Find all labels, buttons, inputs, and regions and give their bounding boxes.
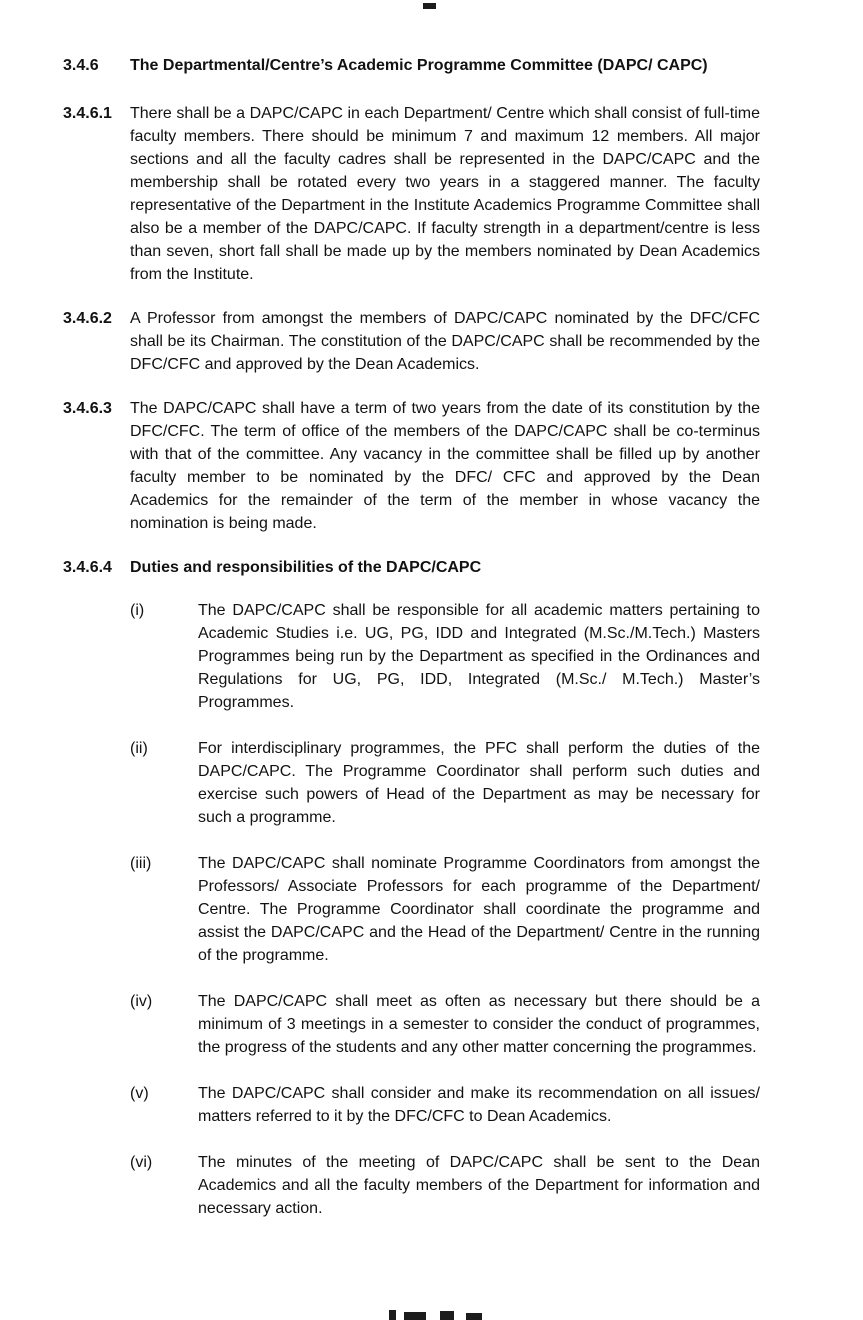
duties-number: 3.4.6.4 xyxy=(63,559,112,576)
page-crop-artifact xyxy=(423,3,436,9)
list-item-marker: (vi) xyxy=(130,1154,153,1171)
clause-text: There shall be a DAPC/CAPC in each Department/ Centre which shall consist of full-time faculty members. There should be minimum 7 and maximum 12 members. All major sections and all the faculty cadres shall be represented in the DAPC/CAPC and the membership shall be rotated every two years in a staggered manner. The faculty representative of the Department in the Institute Academics Programme Committee shall also be a member of the DAPC/CAPC. If faculty strength in a department/centre is less than seven, short fall shall be made up by the members nominated by Dean Academics from the Institute. xyxy=(130,105,760,283)
list-item-text: The DAPC/CAPC shall meet as often as necessary but there should be a minimum of 3 meetings in a semester to consider the conduct of programmes, the progress of the students and any other matter concerning the programmes. xyxy=(198,993,760,1056)
list-item xyxy=(63,1151,760,1220)
duties-heading xyxy=(63,556,760,579)
list-item-text: For interdisciplinary programmes, the PFC shall perform the duties of the DAPC/CAPC. The Programme Coordinator shall perform such duties and exercise such powers of Head of the Department as may be necessary for such a programme. xyxy=(198,740,760,826)
clause-paragraph xyxy=(63,397,760,535)
list-item-marker: (iv) xyxy=(130,993,153,1010)
list-item-marker: (ii) xyxy=(130,740,148,757)
page-crop-artifact xyxy=(440,1311,454,1320)
page-crop-artifact xyxy=(389,1310,396,1320)
page-crop-artifact xyxy=(404,1312,426,1320)
list-item-text: The DAPC/CAPC shall nominate Programme Coordinators from amongst the Professors/ Associate Professors for each programme of the Department/ Centre. The Programme Coordinator shall coordinate the programme and assist the DAPC/CAPC and the Head of the Department/ Centre in the running of the programme. xyxy=(198,855,760,964)
clause-text: A Professor from amongst the members of DAPC/CAPC nominated by the DFC/CFC shall be its Chairman. The constitution of the DAPC/CAPC shall be recommended by the DFC/CFC and approved by the Dean Academics. xyxy=(130,310,760,373)
duties-title: Duties and responsibilities of the DAPC/CAPC xyxy=(130,559,482,576)
list-item-text: The minutes of the meeting of DAPC/CAPC shall be sent to the Dean Academics and all the faculty members of the Department for information and necessary action. xyxy=(198,1154,760,1217)
list-item-marker: (i) xyxy=(130,602,145,619)
clause-paragraph xyxy=(63,102,760,286)
clause-number: 3.4.6.1 xyxy=(63,105,112,122)
list-item-text: The DAPC/CAPC shall be responsible for all academic matters pertaining to Academic Studies i.e. UG, PG, IDD and Integrated (M.Sc./M.Tech.) Masters Programmes being run by the Department as specified in the Ordinances and Regulations for UG, PG, IDD, Integrated (M.Sc./ M.Tech.) Master’s Programmes. xyxy=(198,602,760,711)
section-number: 3.4.6 xyxy=(63,57,99,74)
section-title: The Departmental/Centre’s Academic Programme Committee (DAPC/ CAPC) xyxy=(130,57,708,74)
clause-text: The DAPC/CAPC shall have a term of two years from the date of its constitution by the DFC/CFC. The term of office of the members of the DAPC/CAPC shall be co-terminus with that of the committee. Any vacancy in the committee shall be filled up by another faculty member to be nominated by the DFC/ CFC and approved by the Dean Academics for the remainder of the term of the member in whose vacancy the nomination is being made. xyxy=(130,400,760,532)
clause-paragraph xyxy=(63,307,760,376)
list-item xyxy=(63,737,760,829)
list-item xyxy=(63,990,760,1059)
list-item xyxy=(63,1082,760,1128)
list-item xyxy=(63,599,760,714)
section-heading xyxy=(63,54,760,77)
list-item-text: The DAPC/CAPC shall consider and make its recommendation on all issues/ matters referred to it by the DFC/CFC to Dean Academics. xyxy=(198,1085,760,1125)
list-item xyxy=(63,852,760,967)
list-item-marker: (v) xyxy=(130,1085,149,1102)
list-item-marker: (iii) xyxy=(130,855,152,872)
page-crop-artifact xyxy=(466,1313,482,1320)
clause-number: 3.4.6.3 xyxy=(63,400,112,417)
clause-number: 3.4.6.2 xyxy=(63,310,112,327)
